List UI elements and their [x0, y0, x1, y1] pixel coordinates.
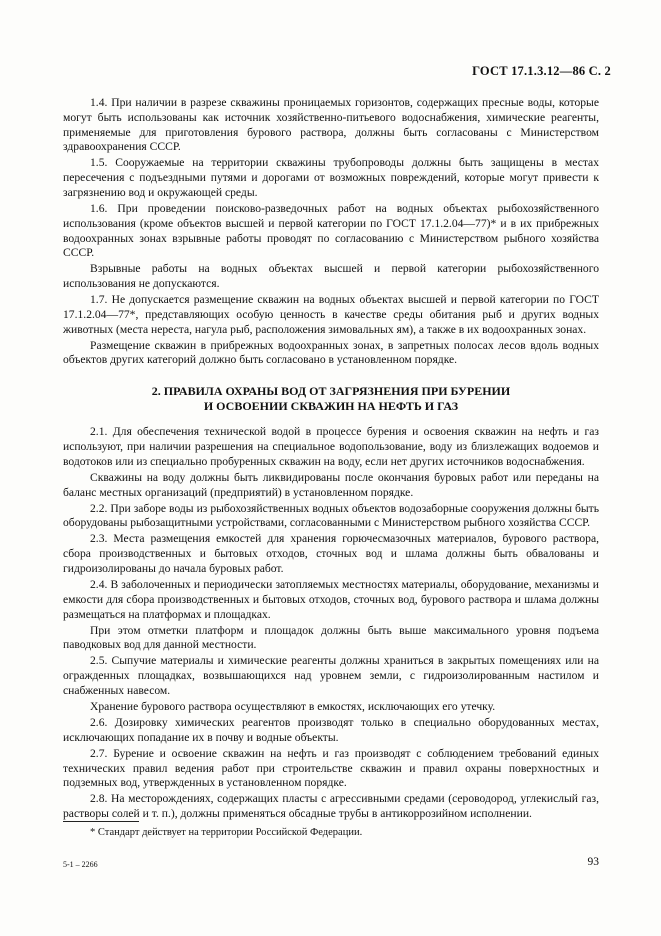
paragraph: Взрывные работы на водных объектах высшей и первой категории рыбохозяйственного использования не допускаются.: [63, 262, 599, 291]
footnote-divider: [63, 821, 139, 822]
paragraph: 2.1. Для обеспечения технической водой в процессе бурения и освоения скважин на нефть и газ используют, при наличии разрешения на специальное водопользование, воду из близлежащих водоемов и водотоков или из специально пробуренных скважин на воду, если нет других источников водоснабжения.: [63, 425, 599, 468]
paragraph: 2.7. Бурение и освоение скважин на нефть и газ производят с соблюдением требований единых технических правил ведения работ при строительстве скважин и правил охраны поверхностных и подземных вод, утвержденных в установленном порядке.: [63, 746, 599, 790]
paragraph: Хранение бурового раствора осуществляют в емкостях, исключающих его утечку.: [90, 699, 496, 713]
paragraph: 2.4. В заболоченных и периодически затопляемых местностях материалы, оборудование, механизмы и емкости для сбора производственных и бытовых отходов, сточных вод, бурового раствора и шлама должны размещаться на платформах и площадках.: [63, 578, 599, 621]
footnote: * Стандарт действует на территории Российской Федерации.: [90, 827, 363, 838]
paragraph: 1.7. Не допускается размещение скважин на водных объектах высшей и первой категории по ГОСТ 17.1.2.04—77*, представляющих особую ценность в качестве среды обитания рыб и других водных животных (места нереста, нагула рыб, расположения зимовальных ям), а также в их водоохранных зонах.: [63, 293, 599, 336]
paragraph: Скважины на воду должны быть ликвидированы после окончания буровых работ или переданы на баланс местных организаций (предприятий) в установленном порядке.: [63, 470, 599, 499]
document-body: [63, 96, 599, 823]
paragraph: 1.6. При проведении поисково-разведочных работ на водных объектах рыбохозяйственного использования (кроме объектов высшей и первой категории по ГОСТ 17.1.2.04—77)* и в их прибрежных водоохранных зонах взрывные работы проводят по согласованию с Министерством рыбного хозяйства СССР.: [63, 201, 599, 260]
paragraph: 2.3. Места размещения емкостей для хранения горючесмазочных материалов, бурового раствора, сбора производственных и бытовых отходов, сточных вод и шлама должны быть обвалованы и гидроизолированы до начала буровых работ.: [63, 532, 599, 576]
paragraph: 1.5. Сооружаемые на территории скважины трубопроводы должны быть защищены в местах пересечения с подъездными путями и дорогами от возможных повреждений, которые могут привести к загрязнению вод и окружающей среды.: [63, 156, 599, 199]
section-heading-line-1: 2. ПРАВИЛА ОХРАНЫ ВОД ОТ ЗАГРЯЗНЕНИЯ ПРИ БУРЕНИИ: [151, 384, 511, 399]
paragraph: 2.8. На месторождениях, содержащих пласты с агрессивными средами (сероводород, углекислый газ, растворы солей и т. п.), должны применяться обсадные трубы в антикоррозийном исполнении.: [63, 792, 599, 821]
page-header: ГОСТ 17.1.3.12—86 С. 2: [472, 64, 611, 78]
section-heading-line-2: И ОСВОЕНИИ СКВАЖИН НА НЕФТЬ И ГАЗ: [203, 399, 459, 414]
print-code: 5-1 – 2266: [63, 860, 98, 869]
paragraph: 1.4. При наличии в разрезе скважины проницаемых горизонтов, содержащих пресные воды, которые могут быть использованы как источник хозяйственно-питьевого водоснабжения, химические реагенты, применяемые для приготовления бурового раствора, должны быть согласованы с Министерством здравоохранения СССР.: [63, 96, 599, 154]
paragraph: 2.6. Дозировку химических реагентов производят только в специально оборудованных местах, исключающих попадание их в почву и водные объекты.: [63, 715, 599, 744]
page-number: 93: [587, 856, 599, 868]
paragraph: 2.2. При заборе воды из рыбохозяйственных водных объектов водозаборные сооружения должны быть оборудованы рыбозащитными устройствами, согласованными с Министерством рыбного хозяйства СССР.: [63, 501, 599, 530]
paragraph: При этом отметки платформ и площадок должны быть выше максимального уровня подъема паводковых вод для данной местности.: [63, 623, 599, 652]
paragraph: Размещение скважин в прибрежных водоохранных зонах, в запретных полосах лесов вдоль водных объектов других категорий должно быть согласовано в установленном порядке.: [63, 338, 599, 367]
section-heading: [63, 384, 599, 414]
paragraph: 2.5. Сыпучие материалы и химические реагенты должны храниться в закрытых помещениях или на огражденных площадках, возвышающихся над уровнем земли, с гидроизолированным настилом и снабженных навесом.: [63, 654, 599, 697]
